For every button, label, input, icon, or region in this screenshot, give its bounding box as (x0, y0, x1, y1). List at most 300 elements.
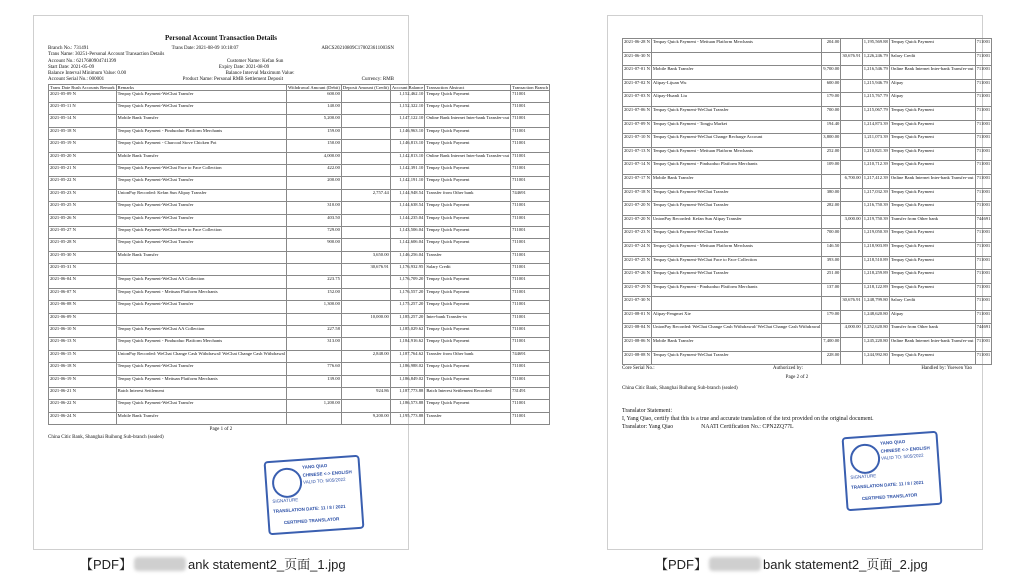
table-cell: 1,248,620.80 (862, 310, 889, 324)
table-cell: 2021-06-19 N (49, 375, 117, 387)
stamp-signature: SIGNATURE (272, 497, 299, 504)
table-cell: Transfer (425, 412, 511, 424)
table-cell: Tenpay Quick Payment-WeChat Transfer (116, 239, 286, 251)
table-cell: Salary Credit (889, 297, 975, 311)
table-cell: Transfer from Other bank (425, 189, 511, 201)
table-cell (341, 326, 390, 338)
table-cell: 711001 (511, 140, 550, 152)
table-cell: 137.00 (822, 283, 841, 297)
table-row (623, 52, 992, 66)
table-cell: 393.00 (822, 256, 841, 270)
table-cell: 1,185,257.20 (390, 313, 425, 325)
file-thumbnail-page-2[interactable] (607, 15, 991, 550)
table-row (49, 363, 550, 375)
table-cell: 1,142,391.10 (390, 164, 425, 176)
table-cell: 140.00 (287, 102, 342, 114)
table-cell: 2021-08-08 N (623, 351, 652, 365)
table-cell: 313.00 (287, 338, 342, 350)
table-cell: 711001 (511, 313, 550, 325)
table-cell: 109.00 (822, 161, 841, 175)
meta-field: Currency: RMB (361, 77, 394, 83)
table-cell: 3,000.00 (841, 215, 862, 229)
table-cell: 310.00 (287, 202, 342, 214)
table-cell: 711001 (975, 310, 992, 324)
table-cell: 3,650.00 (341, 251, 390, 263)
table-cell: 1,248,799.80 (862, 297, 889, 311)
table-cell: Transfer from Other bank (889, 324, 975, 338)
table-cell: 1,176,932.95 (390, 264, 425, 276)
table-row (49, 189, 550, 201)
table-row (623, 188, 992, 202)
table-cell: 1,218,122.89 (862, 283, 889, 297)
table-cell: 380.00 (822, 188, 841, 202)
caption-filename: ank statement2_页面_1.jpg (188, 557, 346, 572)
core-serial: Core Serial No.: (622, 366, 655, 372)
table-cell: Mobile Bank Transfer (651, 66, 821, 80)
table-cell (841, 188, 862, 202)
table-cell: 2021-07-20 N (623, 202, 652, 216)
table-row (623, 242, 992, 256)
table-cell: 711001 (975, 229, 992, 243)
table-cell: Tenpay Quick Payment-WeChat Face to Face Collection (116, 226, 286, 238)
table-cell: 1,226,246.79 (862, 52, 889, 66)
table-cell: Tenpay Quick Payment-WeChat Transfer (116, 102, 286, 114)
table-cell: 179.00 (822, 310, 841, 324)
meta-field: Balance Interval Minimum Value: 0.00 (48, 71, 127, 77)
table-cell: 711001 (511, 102, 550, 114)
table-cell: 1,176,709.20 (390, 276, 425, 288)
table-row (49, 313, 550, 325)
table-cell: 2021-06-10 N (49, 326, 117, 338)
table-cell (841, 147, 862, 161)
table-cell: 2021-05-31 N (49, 264, 117, 276)
meta-field: Account No.: 6217680904741399 (48, 58, 117, 64)
table-cell: 7,400.00 (822, 338, 841, 352)
table-cell (341, 164, 390, 176)
caption-filename: bank statement2_页面_2.jpg (763, 557, 928, 572)
table-cell: 5,200.00 (287, 115, 342, 127)
table-cell: 1,185,029.62 (390, 326, 425, 338)
table-cell: 711001 (975, 106, 992, 120)
table-cell: 2,757.44 (341, 189, 390, 201)
stamp-cert: CERTIFIED TRANSLATOR (283, 516, 340, 526)
table-cell: 711001 (975, 351, 992, 365)
column-header: Trans Date Rush Accounts Remark (50, 84, 115, 90)
table-row (623, 324, 992, 338)
table-row (49, 90, 550, 102)
table-cell (341, 202, 390, 214)
table-cell: Tenpay Quick Payment - Meituan Platform Merchants (651, 147, 821, 161)
table-cell: 4,000.00 (287, 152, 342, 164)
table-cell: Tenpay Quick Payment (425, 214, 511, 226)
transaction-table-page-2 (622, 38, 992, 365)
table-cell: 1,146,256.04 (390, 251, 425, 263)
table-cell: 159.00 (287, 127, 342, 139)
table-cell: 1,300.00 (287, 301, 342, 313)
table-cell: 227.58 (287, 326, 342, 338)
table-row (49, 226, 550, 238)
table-cell: Tenpay Quick Payment-WeChat Transfer (116, 400, 286, 412)
table-cell: 1,144,235.04 (390, 214, 425, 226)
table-cell: Mobile Bank Transfer (651, 174, 821, 188)
table-cell (287, 251, 342, 263)
table-cell: 711001 (511, 264, 550, 276)
table-cell: 2021-06-24 N (49, 412, 117, 424)
stamp-cert: CERTIFIED TRANSLATOR (861, 492, 918, 502)
table-cell: Tenpay Quick Payment - Pinduoduo Platform Merchants (116, 338, 286, 350)
table-cell: Alipay-Lijuan Wu (651, 79, 821, 93)
table-row (623, 202, 992, 216)
table-cell: 1,218,259.89 (862, 270, 889, 284)
table-cell: 711001 (975, 174, 992, 188)
file-thumbnail-page-1[interactable] (33, 15, 549, 550)
table-cell (341, 115, 390, 127)
table-row (49, 152, 550, 164)
table-cell: 1,143,506.04 (390, 226, 425, 238)
table-cell: Tenpay Quick Payment - Pinduoduo Platform Merchants (651, 161, 821, 175)
table-cell: 711001 (975, 202, 992, 216)
table-cell: Online Bank Internet Inter-bank Transfer-out (425, 152, 511, 164)
translator-statement (622, 408, 972, 431)
table-row (49, 115, 550, 127)
table-cell: Alipay (889, 310, 975, 324)
table-cell: 2021-05-30 N (49, 251, 117, 263)
table-cell: 711001 (511, 412, 550, 424)
table-cell (341, 239, 390, 251)
statement-heading: Translator Statement： (622, 408, 677, 414)
meta-field: Account Serial No.: 000001 (48, 77, 105, 83)
table-cell: 711001 (975, 120, 992, 134)
table-cell (341, 90, 390, 102)
table-cell: 924.86 (341, 387, 390, 399)
statement-page-1 (48, 34, 549, 441)
table-cell: 1,214,873.39 (862, 120, 889, 134)
table-cell: 1,147,122.10 (390, 115, 425, 127)
table-cell: 711001 (511, 152, 550, 164)
table-cell: Tenpay Quick Payment-WeChat Transfer (651, 188, 821, 202)
table-cell: 711001 (975, 66, 992, 80)
table-cell: 2021-05-09 N (49, 90, 117, 102)
table-cell: 700.00 (822, 106, 841, 120)
table-row (49, 202, 550, 214)
meta-field: Trans Date: 2021-08-09 10:18:07 (171, 46, 239, 52)
table-cell: 2021-07-26 N (623, 270, 652, 284)
table-cell: 711001 (975, 188, 992, 202)
table-cell: 2021-05-28 N (49, 239, 117, 251)
table-cell: 2021-06-09 N (49, 313, 117, 325)
table-row (623, 161, 992, 175)
table-cell: 2021-05-18 N (49, 127, 117, 139)
table-cell: 1,142,191.10 (390, 177, 425, 189)
table-cell: 711001 (511, 90, 550, 102)
statement-body: I, Yang Qiao, certify that this is a true and accurate translation of the text provided on the original document. (622, 415, 874, 422)
table-cell: Tenpay Quick Payment (889, 134, 975, 148)
table-cell: 150.00 (287, 140, 342, 152)
table-cell: Mobile Bank Transfer (116, 115, 286, 127)
table-cell: 2021-07-01 N (623, 66, 652, 80)
file-caption-2[interactable] (655, 554, 928, 572)
table-cell: Batch Interest Settlement Recorded (425, 387, 511, 399)
table-cell: 2021-06-13 N (49, 338, 117, 350)
table-cell: Tenpay Quick Payment-WeChat Transfer (116, 90, 286, 102)
table-cell: 1,219,050.39 (862, 229, 889, 243)
table-cell (341, 301, 390, 313)
table-cell: Tenpay Quick Payment - Pinduoduo Platform Merchants (116, 127, 286, 139)
table-row (49, 102, 550, 114)
table-cell (287, 387, 342, 399)
table-cell: 711001 (511, 400, 550, 412)
meta-field: Expiry Date: 2021-08-09 (218, 64, 270, 70)
table-cell: 711001 (975, 297, 992, 311)
meta-field: Trans Name: 30251-Personal Account Transaction Details (48, 52, 165, 58)
table-cell: 711001 (975, 283, 992, 297)
table-cell: Tenpay Quick Payment - Charcoal Stove Chicken Pot (116, 140, 286, 152)
stamp-date: 11 / 8 / 2021 (320, 503, 346, 511)
table-cell: Inter-bank Transfer-in (425, 313, 511, 325)
table-cell: Tenpay Quick Payment-WeChat AA Collection (116, 326, 286, 338)
table-cell: 1,186,573.88 (390, 400, 425, 412)
table-cell: Tenpay Quick Payment (425, 226, 511, 238)
table-row (623, 256, 992, 270)
table-cell: 900.00 (287, 239, 342, 251)
table-row (49, 338, 550, 350)
table-cell: Tenpay Quick Payment (425, 338, 511, 350)
table-cell: Tenpay Quick Payment (889, 147, 975, 161)
table-row (49, 276, 550, 288)
table-cell (287, 412, 342, 424)
table-cell: Tenpay Quick Payment (425, 326, 511, 338)
table-cell: Tenpay Quick Payment-WeChat AA Collection (116, 276, 286, 288)
table-cell: 1,245,220.80 (862, 338, 889, 352)
caption-prefix: 【PDF】 (80, 557, 133, 572)
table-cell: 152.00 (287, 288, 342, 300)
table-cell: 6,700.00 (841, 174, 862, 188)
table-cell: Tenpay Quick Payment-WeChat Transfer (651, 270, 821, 284)
table-cell: 194.40 (822, 120, 841, 134)
table-cell: Tenpay Quick Payment (425, 177, 511, 189)
table-row (623, 215, 992, 229)
table-row (623, 283, 992, 297)
naati-number: NAATI Certification No.: CPN2ZQ77L (701, 423, 794, 430)
table-cell: Tenpay Quick Payment - Meituan Platform Merchants (116, 375, 286, 387)
table-cell: Online Bank Internet Inter-bank Transfer-out (425, 115, 511, 127)
table-cell: 711001 (511, 127, 550, 139)
table-cell (287, 264, 342, 276)
table-cell: 731491 (511, 387, 550, 399)
table-cell: 711001 (975, 93, 992, 107)
table-cell: 711001 (511, 115, 550, 127)
naati-seal-icon (849, 443, 881, 475)
table-cell: Mobile Bank Transfer (116, 251, 286, 263)
table-cell: Tenpay Quick Payment (889, 229, 975, 243)
table-cell: Mobile Bank Transfer (116, 152, 286, 164)
bank-line: China Citic Bank, Shanghai Ruihong Sub-branch (sealed) (48, 434, 164, 440)
column-header: Remarks (116, 84, 286, 90)
table-cell: 744691 (511, 189, 550, 201)
table-cell (841, 270, 862, 284)
table-cell: Tenpay Quick Payment (889, 242, 975, 256)
table-cell: Transfer from Other bank (425, 350, 511, 362)
table-cell: 1,216,546.79 (862, 66, 889, 80)
table-cell (651, 297, 821, 311)
table-cell: 2021-05-26 N (49, 214, 117, 226)
redacted-name (134, 557, 186, 571)
table-cell: Transfer (425, 251, 511, 263)
table-cell: 711001 (975, 338, 992, 352)
table-cell: 2021-08-04 N (623, 324, 652, 338)
table-row (49, 214, 550, 226)
table-cell: 1,219,750.39 (862, 215, 889, 229)
table-cell: Tenpay Quick Payment (425, 375, 511, 387)
table-cell (841, 202, 862, 216)
statement-meta (48, 46, 394, 84)
table-cell: 179.00 (822, 93, 841, 107)
table-cell: 2021-05-20 N (49, 152, 117, 164)
table-cell: 2021-05-25 N (49, 202, 117, 214)
table-cell (341, 363, 390, 375)
table-cell: 2021-07-29 N (623, 283, 652, 297)
table-cell: Tenpay Quick Payment-WeChat Transfer (116, 214, 286, 226)
table-cell: 711001 (511, 276, 550, 288)
table-row (49, 412, 550, 424)
meta-field: Customer Name: Kefan Sun (226, 58, 284, 64)
table-cell: 2021-06-22 N (49, 400, 117, 412)
table-cell: 711001 (511, 338, 550, 350)
table-cell: 1,195,773.88 (390, 412, 425, 424)
table-cell: Tenpay Quick Payment (889, 270, 975, 284)
table-cell: 1,215,067.79 (862, 106, 889, 120)
table-cell: Alipay (889, 93, 975, 107)
table-row (49, 127, 550, 139)
table-cell: 1,184,916.62 (390, 338, 425, 350)
table-cell (841, 79, 862, 93)
table-cell: 729.00 (287, 226, 342, 238)
table-cell (287, 313, 342, 325)
table-cell: 2021-05-21 N (49, 164, 117, 176)
table-cell: Tenpay Quick Payment (425, 90, 511, 102)
table-cell: 711001 (511, 288, 550, 300)
table-cell: Tenpay Quick Payment (425, 140, 511, 152)
table-cell: 711001 (511, 177, 550, 189)
table-cell: 2021-06-30 N (623, 52, 652, 66)
table-cell: 744691 (975, 215, 992, 229)
bank-line-2: China Citic Bank, Shanghai Ruihong Sub-branch (sealed) (622, 386, 738, 392)
table-cell: 711001 (511, 363, 550, 375)
table-cell: 30,676.91 (841, 52, 862, 66)
table-cell: 1,215,767.79 (862, 93, 889, 107)
table-cell: 1,146,963.10 (390, 127, 425, 139)
table-cell: Tenpay Quick Payment (889, 202, 975, 216)
table-cell: 711001 (511, 239, 550, 251)
table-cell: 711001 (511, 214, 550, 226)
table-cell: 204.00 (822, 39, 841, 53)
table-cell: Tenpay Quick Payment - Meituan Platform Merchants (651, 242, 821, 256)
column-header: Deposit Amount (Credit) (342, 84, 389, 90)
table-cell: Salary Credit (425, 264, 511, 276)
table-row (49, 375, 550, 387)
table-row (49, 326, 550, 338)
table-cell: 711001 (511, 326, 550, 338)
table-cell (841, 66, 862, 80)
table-cell: 9,200.00 (341, 412, 390, 424)
table-row (49, 164, 550, 176)
table-row (623, 297, 992, 311)
table-cell: 2021-07-25 N (623, 256, 652, 270)
table-cell: 711001 (975, 79, 992, 93)
table-cell: Tenpay Quick Payment-WeChat Change Recharge Account (651, 134, 821, 148)
table-row (623, 134, 992, 148)
table-cell: 2021-07-06 N (623, 106, 652, 120)
table-cell: 2021-05-27 N (49, 226, 117, 238)
table-cell: 711001 (511, 164, 550, 176)
table-cell: 2021-07-10 N (623, 134, 652, 148)
table-cell: 1,142,813.10 (390, 152, 425, 164)
table-cell: Tenpay Quick Payment (889, 120, 975, 134)
table-cell: 2021-05-11 N (49, 102, 117, 114)
table-cell (341, 226, 390, 238)
transaction-table (48, 84, 550, 426)
table-cell: Tenpay Quick Payment (425, 276, 511, 288)
table-cell: 2021-07-14 N (623, 161, 652, 175)
table-cell: 1,216,750.39 (862, 202, 889, 216)
table-cell: Tenpay Quick Payment - Pinduoduo Platform Merchants (651, 283, 821, 297)
table-cell: 30,676.91 (341, 264, 390, 276)
table-cell: Tenpay Quick Payment-WeChat Face to Face Collection (651, 256, 821, 270)
table-cell: 1,215,946.79 (862, 79, 889, 93)
table-cell: 2021-06-07 N (49, 288, 117, 300)
table-cell: Alipay-Fengmei Xie (651, 310, 821, 324)
file-caption-1[interactable] (80, 554, 346, 572)
table-cell: UnionPay Recorded: WeChat Change Cash Withdrawal/ WeChat Change Cash Withdrawal (651, 324, 821, 338)
table-row (623, 351, 992, 365)
table-cell: 2021-07-13 N (623, 147, 652, 161)
table-cell: Tenpay Quick Payment-WeChat Transfer (651, 351, 821, 365)
table-cell (116, 264, 286, 276)
table-cell: Tenpay Quick Payment-WeChat Transfer (651, 229, 821, 243)
table-cell: 422.00 (287, 164, 342, 176)
table-row (49, 239, 550, 251)
table-row (623, 106, 992, 120)
table-cell (841, 106, 862, 120)
table-cell (287, 350, 342, 362)
stamp-name: YANG QIAO (879, 439, 906, 446)
redacted-name (709, 557, 761, 571)
table-cell (841, 256, 862, 270)
table-cell: Online Bank Internet Inter-bank Transfer-out (889, 338, 975, 352)
table-cell: 600.00 (287, 90, 342, 102)
table-cell: 711001 (975, 39, 992, 53)
table-cell (841, 338, 862, 352)
stamp-signature: SIGNATURE (850, 473, 877, 480)
meta-field: Balance Interval Maximum Value: (225, 71, 295, 77)
table-cell: Tenpay Quick Payment (425, 102, 511, 114)
table-cell (822, 324, 841, 338)
table-cell: 2,848.00 (341, 350, 390, 362)
table-row (623, 174, 992, 188)
table-cell: 1,218,903.89 (862, 242, 889, 256)
table-row (623, 93, 992, 107)
table-cell: 1,152,322.10 (390, 102, 425, 114)
table-cell: 1,218,510.89 (862, 256, 889, 270)
table-cell: Salary Credit (889, 52, 975, 66)
table-cell (822, 297, 841, 311)
table-cell: 1,142,606.04 (390, 239, 425, 251)
table-cell: 2021-06-28 N (623, 39, 652, 53)
table-cell: 711001 (975, 134, 992, 148)
table-cell: 9,700.00 (822, 66, 841, 80)
table-cell: Batch Interest Settlement (116, 387, 286, 399)
page-label: Page 1 of 2 (209, 427, 233, 433)
